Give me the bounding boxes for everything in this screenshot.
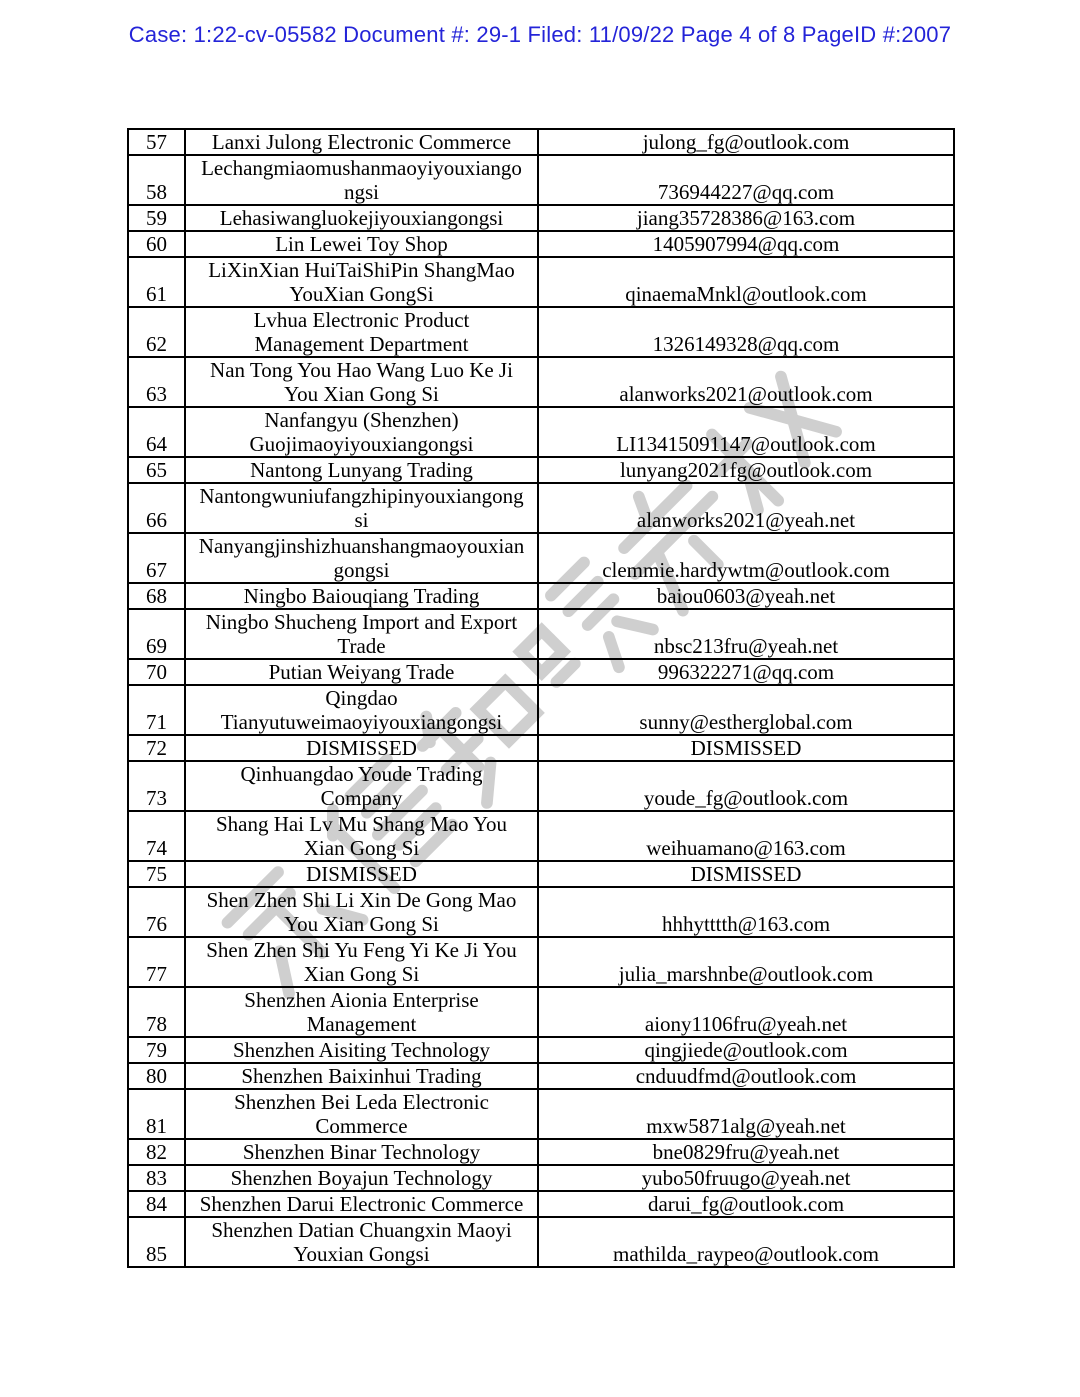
defendant-email-cell: baiou0603@yeah.net: [538, 583, 954, 609]
row-number-cell: 76: [128, 887, 185, 937]
defendant-name-cell: Lechangmiaomushanmaoyiyouxiangongsi: [185, 155, 538, 205]
defendant-email-cell: qinaemaMnkl@outlook.com: [538, 257, 954, 307]
defendant-email-cell: alanworks2021@yeah.net: [538, 483, 954, 533]
defendant-name-cell: Shen Zhen Shi Li Xin De Gong Mao You Xian Gong Si: [185, 887, 538, 937]
defendant-email-cell: weihuamano@163.com: [538, 811, 954, 861]
table-row: [128, 205, 954, 231]
table-row: [128, 407, 954, 457]
defendant-name-cell: Lanxi Julong Electronic Commerce: [185, 129, 538, 155]
defendant-name-cell: Shenzhen Aisiting Technology: [185, 1037, 538, 1063]
defendant-name-cell: Shenzhen Aionia Enterprise Management: [185, 987, 538, 1037]
row-number-cell: 60: [128, 231, 185, 257]
defendant-name-cell: Nantong Lunyang Trading: [185, 457, 538, 483]
defendant-name-cell: DISMISSED: [185, 861, 538, 887]
defendant-name-cell: Nanyangjinshizhuanshangmaoyouxiangongsi: [185, 533, 538, 583]
defendant-name-cell: Nanfangyu (Shenzhen) Guojimaoyiyouxiangongsi: [185, 407, 538, 457]
defendant-name-cell: Shenzhen Darui Electronic Commerce: [185, 1191, 538, 1217]
defendant-email-cell: julia_marshnbe@outlook.com: [538, 937, 954, 987]
defendant-email-cell: jiang35728386@163.com: [538, 205, 954, 231]
table-row: [128, 811, 954, 861]
table-row: [128, 1217, 954, 1267]
defendant-name-cell: Ningbo Shucheng Import and Export Trade: [185, 609, 538, 659]
row-number-cell: 57: [128, 129, 185, 155]
table-row: [128, 1037, 954, 1063]
table-row: [128, 155, 954, 205]
row-number-cell: 78: [128, 987, 185, 1037]
row-number-cell: 61: [128, 257, 185, 307]
defendant-email-cell: lunyang2021fg@outlook.com: [538, 457, 954, 483]
defendant-name-cell: Shang Hai Lv Mu Shang Mao You Xian Gong Si: [185, 811, 538, 861]
defendant-name-cell: Shenzhen Bei Leda Electronic Commerce: [185, 1089, 538, 1139]
defendant-name-cell: Lehasiwangluokejiyouxiangongsi: [185, 205, 538, 231]
row-number-cell: 79: [128, 1037, 185, 1063]
defendant-email-cell: LI13415091147@outlook.com: [538, 407, 954, 457]
table-row: [128, 761, 954, 811]
defendant-email-cell: 736944227@qq.com: [538, 155, 954, 205]
defendant-email-cell: hhhytttth@163.com: [538, 887, 954, 937]
defendant-name-cell: Qingdao Tianyutuweimaoyiyouxiangongsi: [185, 685, 538, 735]
row-number-cell: 84: [128, 1191, 185, 1217]
row-number-cell: 59: [128, 205, 185, 231]
row-number-cell: 74: [128, 811, 185, 861]
row-number-cell: 69: [128, 609, 185, 659]
defendant-email-cell: yubo50fruugo@yeah.net: [538, 1165, 954, 1191]
defendant-name-cell: DISMISSED: [185, 735, 538, 761]
row-number-cell: 75: [128, 861, 185, 887]
row-number-cell: 77: [128, 937, 185, 987]
table-row: [128, 257, 954, 307]
row-number-cell: 83: [128, 1165, 185, 1191]
defendant-name-cell: Shenzhen Datian Chuangxin Maoyi Youxian Gongsi: [185, 1217, 538, 1267]
table-row: [128, 483, 954, 533]
defendant-email-cell: mxw5871alg@yeah.net: [538, 1089, 954, 1139]
row-number-cell: 85: [128, 1217, 185, 1267]
defendant-email-cell: bne0829fru@yeah.net: [538, 1139, 954, 1165]
defendant-name-cell: Lin Lewei Toy Shop: [185, 231, 538, 257]
table-row: [128, 129, 954, 155]
defendant-email-cell: nbsc213fru@yeah.net: [538, 609, 954, 659]
table-row: [128, 1089, 954, 1139]
row-number-cell: 63: [128, 357, 185, 407]
defendant-name-cell: Qinhuangdao Youde Trading Company: [185, 761, 538, 811]
table-row: [128, 533, 954, 583]
defendant-name-cell: Shenzhen Baixinhui Trading: [185, 1063, 538, 1089]
defendant-email-cell: youde_fg@outlook.com: [538, 761, 954, 811]
table-row: [128, 735, 954, 761]
row-number-cell: 68: [128, 583, 185, 609]
defendant-email-cell: aiony1106fru@yeah.net: [538, 987, 954, 1037]
table-row: [128, 1139, 954, 1165]
defendant-email-cell: alanworks2021@outlook.com: [538, 357, 954, 407]
row-number-cell: 70: [128, 659, 185, 685]
row-number-cell: 82: [128, 1139, 185, 1165]
table-row: [128, 937, 954, 987]
defendant-email-cell: sunny@estherglobal.com: [538, 685, 954, 735]
table-row: [128, 231, 954, 257]
defendant-name-cell: LiXinXian HuiTaiShiPin ShangMao YouXian GongSi: [185, 257, 538, 307]
table-row: [128, 987, 954, 1037]
case-header: Case: 1:22-cv-05582 Document #: 29-1 Filed: 11/09/22 Page 4 of 8 PageID #:2007: [128, 22, 952, 47]
table-row: [128, 1191, 954, 1217]
row-number-cell: 71: [128, 685, 185, 735]
row-number-cell: 72: [128, 735, 185, 761]
row-number-cell: 67: [128, 533, 185, 583]
defendant-email-cell: cnduudfmd@outlook.com: [538, 1063, 954, 1089]
row-number-cell: 58: [128, 155, 185, 205]
table-row: [128, 609, 954, 659]
defendant-name-cell: Putian Weiyang Trade: [185, 659, 538, 685]
defendant-email-cell: 1405907994@qq.com: [538, 231, 954, 257]
table-row: [128, 307, 954, 357]
table-row: [128, 583, 954, 609]
row-number-cell: 62: [128, 307, 185, 357]
table-row: [128, 1063, 954, 1089]
defendant-email-cell: qingjiede@outlook.com: [538, 1037, 954, 1063]
defendant-email-cell: 996322271@qq.com: [538, 659, 954, 685]
table-row: [128, 685, 954, 735]
defendant-email-cell: darui_fg@outlook.com: [538, 1191, 954, 1217]
defendant-name-cell: Shenzhen Boyajun Technology: [185, 1165, 538, 1191]
row-number-cell: 80: [128, 1063, 185, 1089]
table-row: [128, 457, 954, 483]
row-number-cell: 66: [128, 483, 185, 533]
row-number-cell: 81: [128, 1089, 185, 1139]
table-row: [128, 861, 954, 887]
table-row: [128, 357, 954, 407]
defendant-name-cell: Nantongwuniufangzhipinyouxiangongsi: [185, 483, 538, 533]
defendant-email-cell: julong_fg@outlook.com: [538, 129, 954, 155]
row-number-cell: 73: [128, 761, 185, 811]
defendant-email-cell: DISMISSED: [538, 861, 954, 887]
defendants-table: [127, 128, 955, 1268]
defendant-name-cell: Shen Zhen Shi Yu Feng Yi Ke Ji You Xian Gong Si: [185, 937, 538, 987]
defendant-email-cell: clemmie.hardywtm@outlook.com: [538, 533, 954, 583]
row-number-cell: 65: [128, 457, 185, 483]
defendant-email-cell: DISMISSED: [538, 735, 954, 761]
table-row: [128, 659, 954, 685]
defendant-email-cell: mathilda_raypeo@outlook.com: [538, 1217, 954, 1267]
table-row: [128, 887, 954, 937]
row-number-cell: 64: [128, 407, 185, 457]
defendant-email-cell: 1326149328@qq.com: [538, 307, 954, 357]
defendant-name-cell: Shenzhen Binar Technology: [185, 1139, 538, 1165]
defendant-name-cell: Lvhua Electronic Product Management Department: [185, 307, 538, 357]
defendant-name-cell: Nan Tong You Hao Wang Luo Ke Ji You Xian Gong Si: [185, 357, 538, 407]
defendant-name-cell: Ningbo Baiouqiang Trading: [185, 583, 538, 609]
table-row: [128, 1165, 954, 1191]
